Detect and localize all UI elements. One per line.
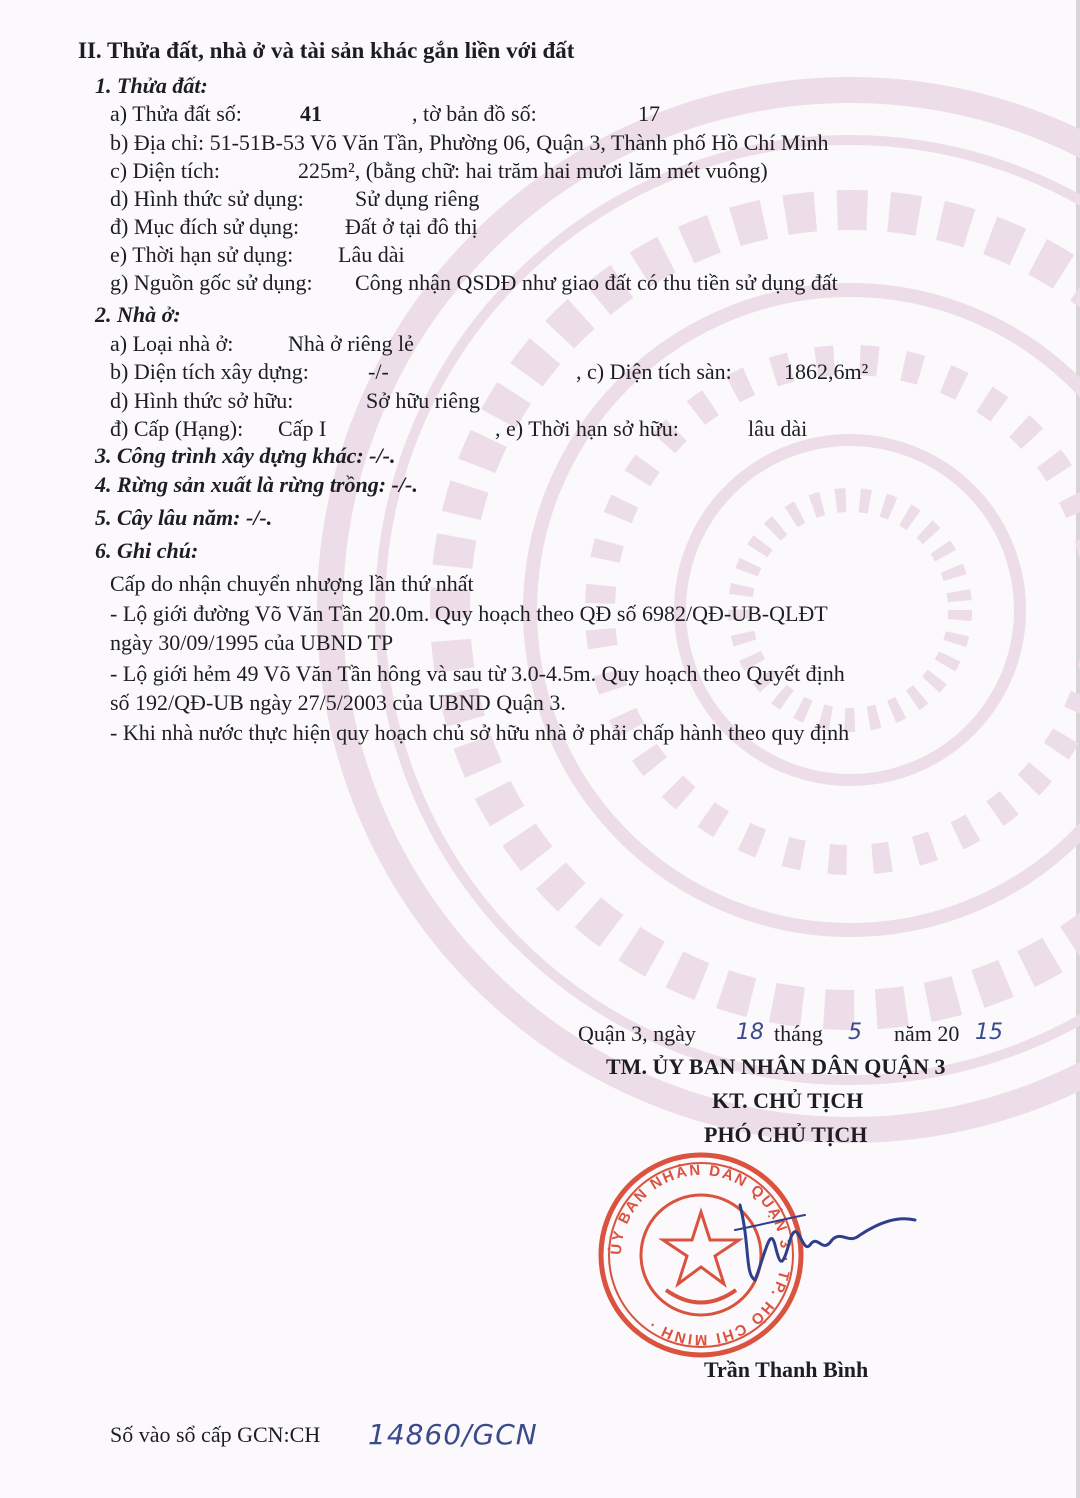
perennial-line: 5. Cây lâu năm: -/-. (95, 505, 273, 530)
grade-label: đ) Cấp (Hạng): (110, 416, 244, 441)
date-month: 5 (848, 1020, 862, 1045)
address-line: b) Địa chỉ: 51-51B-53 Võ Văn Tần, Phường 06, Quận 3, Thành phố Hồ Chí Minh (110, 130, 829, 155)
section-title: II. Thửa đất, nhà ở và tài sản khác gắn liền với đất (78, 38, 575, 63)
own-form-label: d) Hình thức sở hữu: (110, 388, 294, 413)
origin-value: Công nhận QSDĐ như giao đất có thu tiền sử dụng đất (355, 270, 838, 295)
org-title: TM. ỦY BAN NHÂN DÂN QUẬN 3 (606, 1054, 946, 1079)
term-value: Lâu dài (338, 242, 405, 267)
origin-label: g) Nguồn gốc sử dụng: (110, 270, 313, 295)
svg-text:ỦY BAN NHÂN DÂN QUẬN 3 · TP. H: ỦY BAN NHÂN DÂN QUẬN 3 · TP. HỒ CHÍ MINH · (607, 1161, 795, 1349)
land-heading: 1. Thửa đất: (95, 73, 208, 98)
build-area-value: -/- (368, 359, 389, 384)
note-line: Cấp do nhận chuyển nhượng lần thứ nhất (110, 571, 474, 596)
date-year-suffix: 15 (975, 1020, 1003, 1045)
purpose-label: đ) Mục đích sử dụng: (110, 214, 300, 239)
date-place: Quận 3, ngày (578, 1021, 696, 1046)
notes-heading: 6. Ghi chú: (95, 538, 199, 563)
grade-value: Cấp I (278, 416, 327, 441)
use-form-value: Sử dụng riêng (355, 186, 480, 211)
area-label: c) Diện tích: (110, 158, 220, 183)
role-chairman: KT. CHỦ TỊCH (712, 1088, 864, 1113)
note-line: ngày 30/09/1995 của UBND TP (110, 630, 394, 655)
signer-name: Trần Thanh Bình (704, 1357, 869, 1382)
signature-icon (720, 1185, 920, 1295)
date-day: 18 (736, 1020, 764, 1045)
floor-area-value: 1862,6m² (784, 359, 869, 384)
purpose-value: Đất ở tại đô thị (345, 214, 478, 239)
note-line: - Lộ giới hẻm 49 Võ Văn Tần hông và sau từ 3.0-4.5m. Quy hoạch theo Quyết định (110, 661, 845, 686)
note-line: - Lộ giới đường Võ Văn Tần 20.0m. Quy hoạch theo QĐ số 6982/QĐ-UB-QLĐT (110, 601, 828, 626)
term-label: e) Thời hạn sử dụng: (110, 242, 294, 267)
parcel-no: 41 (300, 101, 322, 126)
own-term-value: lâu dài (748, 416, 808, 441)
note-line: - Khi nhà nước thực hiện quy hoạch chủ sở hữu nhà ở phải chấp hành theo quy định (110, 720, 850, 745)
month-label: tháng (774, 1021, 823, 1046)
year-label: năm 20 (894, 1021, 960, 1046)
area-value: 225m², (bằng chữ: hai trăm hai mươi lăm mét vuông) (298, 158, 768, 183)
use-form-label: d) Hình thức sử dụng: (110, 186, 304, 211)
map-label: , tờ bản đồ số: (412, 101, 537, 126)
forest-line: 4. Rừng sản xuất là rừng trồng: -/-. (95, 472, 418, 497)
own-form-value: Sở hữu riêng (366, 388, 480, 413)
map-no: 17 (638, 101, 660, 126)
house-type-label: a) Loại nhà ở: (110, 331, 234, 356)
own-term-label: , e) Thời hạn sở hữu: (495, 416, 679, 441)
register-label: Số vào sổ cấp GCN:CH (110, 1422, 321, 1447)
note-line: số 192/QĐ-UB ngày 27/5/2003 của UBND Quận 3. (110, 690, 566, 715)
build-area-label: b) Diện tích xây dựng: (110, 359, 309, 384)
role-vice-chairman: PHÓ CHỦ TỊCH (704, 1122, 868, 1147)
parcel-label: a) Thửa đất số: (110, 101, 242, 126)
house-type-value: Nhà ở riêng lẻ (288, 331, 414, 356)
construction-line: 3. Công trình xây dựng khác: -/-. (95, 443, 396, 468)
house-heading: 2. Nhà ở: (95, 302, 181, 327)
floor-area-label: , c) Diện tích sàn: (576, 359, 732, 384)
register-number: 14860/GCN (368, 1418, 538, 1451)
